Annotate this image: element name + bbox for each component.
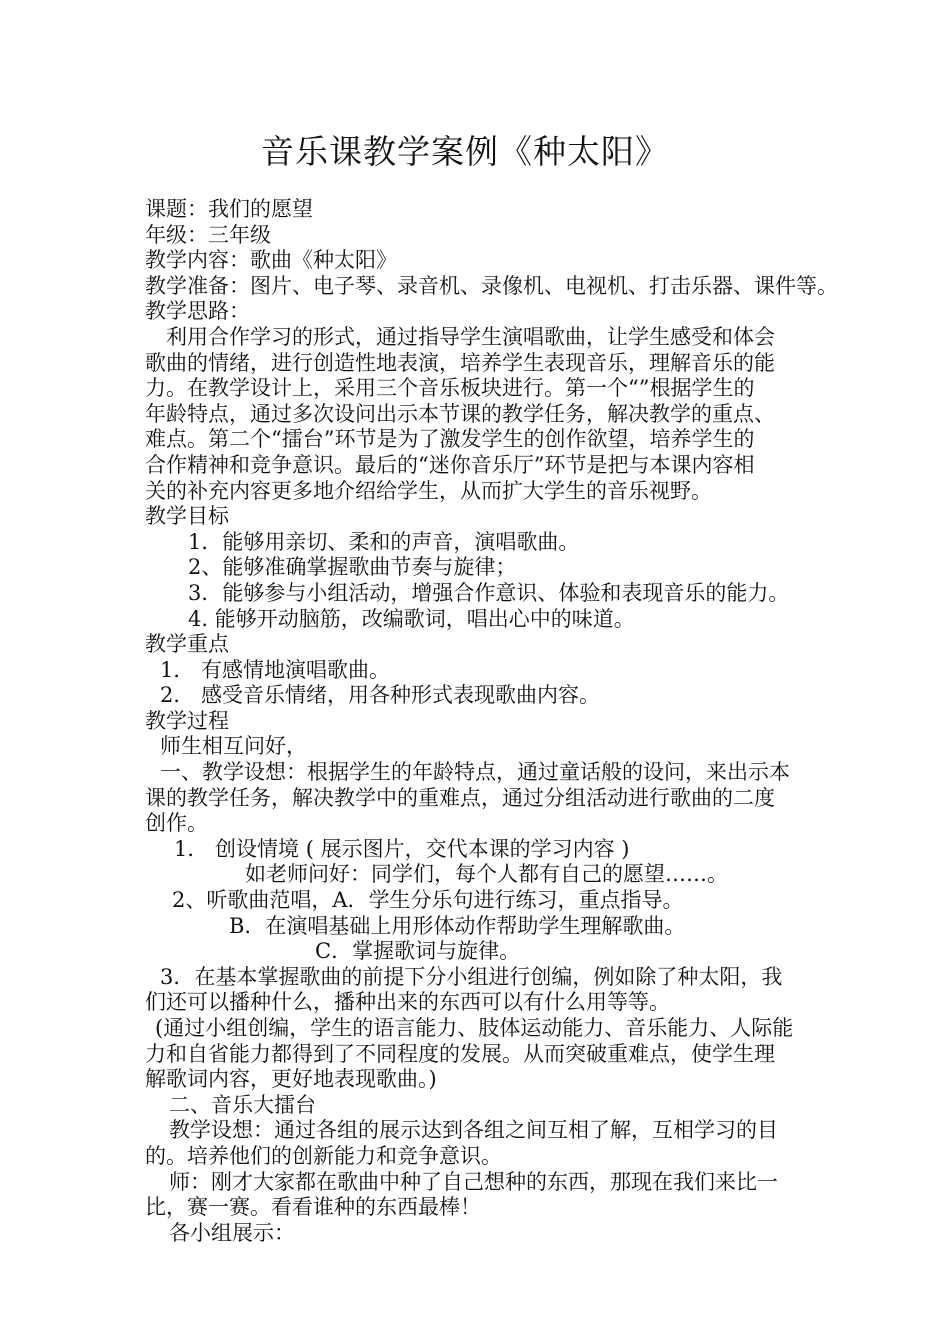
paragraph-line: 力。在教学设计上，采用三个音乐板块进行。第一个“”根据学生的 [145, 376, 755, 401]
step-item: 1． 创设情境 ( 展示图片，交代本课的学习内容 ) [174, 836, 630, 861]
paragraph-line: 解歌词内容，更好地表现歌曲。) [145, 1067, 437, 1092]
section-heading-key-points: 教学重点 [145, 632, 229, 657]
paragraph-line: 课的教学任务，解决教学中的重难点，通过分组活动进行歌曲的二度 [145, 785, 775, 810]
paragraph-line: 合作精神和竞争意识。最后的“迷你音乐厅”环节是把与本课内容相 [145, 452, 755, 477]
step-item: 2、听歌曲范唱，A．学生分乐句进行练习，重点指导。 [172, 888, 684, 913]
text-line-topic: 课题：我们的愿望 [145, 197, 313, 221]
paragraph-line: 创作。 [145, 811, 208, 836]
step-detail: 如老师问好：同学们，每个人都有自己的愿望……。 [245, 862, 728, 887]
objective-item: 1．能够用亲切、柔和的声音，演唱歌曲。 [188, 529, 580, 554]
paragraph-line: 年龄特点，通过多次设问出示本节课的教学任务，解决教学的重点、 [145, 401, 775, 426]
objective-item: 4. 能够开动脑筋，改编歌词，唱出心中的味道。 [188, 606, 635, 631]
paragraph-line: 师：刚才大家都在歌曲中种了自己想种的东西，那现在我们来比一 [169, 1169, 778, 1194]
text-line-grade: 年级：三年级 [145, 222, 271, 247]
step-detail: C．掌握歌词与旋律。 [315, 939, 521, 964]
key-point-item: 2． 感受音乐情绪，用各种形式表现歌曲内容。 [160, 683, 601, 708]
paragraph-line: (通过小组创编，学生的语言能力、肢体运动能力、音乐能力、人际能 [155, 1016, 794, 1040]
objective-item: 2、能够准确掌握歌曲节奏与旋律； [188, 555, 517, 580]
document-title: 音乐课教学案例《种太阳》 [261, 132, 669, 171]
paragraph-line: 教学设想：通过各组的展示达到各组之间互相了解，互相学习的目 [169, 1118, 778, 1143]
text-line-content: 教学内容：歌曲《种太阳》 [145, 248, 397, 273]
paragraph-line: 难点。第二个“擂台”环节是为了激发学生的创作欲望，培养学生的 [145, 427, 755, 452]
document-body [145, 197, 838, 1246]
paragraph-line: 一、教学设想：根据学生的年龄特点，通过童话般的设问，来出示本 [160, 760, 790, 785]
paragraph-line: 比，赛一赛。看看谁种的东西最棒！ [145, 1195, 481, 1220]
text-line-preparation: 教学准备：图片、电子琴、录音机、录像机、电视机、打击乐器、课件等。 [145, 273, 838, 298]
paragraph-line: 力和自省能力都得到了不同程度的发展。从而突破重难点，使学生理 [145, 1041, 775, 1066]
step-detail: B．在演唱基础上用形体动作帮助学生理解歌曲。 [229, 913, 686, 938]
section-heading-process: 教学过程 [145, 708, 229, 733]
section-heading-objectives: 教学目标 [145, 504, 229, 529]
section-heading-arena: 二、音乐大擂台 [169, 1092, 316, 1117]
paragraph-line: 歌曲的情绪，进行创造性地表演，培养学生表现音乐，理解音乐的能 [145, 350, 775, 375]
step-item: 3．在基本掌握歌曲的前提下分小组进行创编，例如除了种太阳，我 [160, 964, 783, 989]
paragraph-line: 们还可以播种什么，播种出来的东西可以有什么用等等。 [145, 990, 670, 1015]
paragraph-line: 的。培养他们的创新能力和竞争意识。 [145, 1143, 502, 1168]
paragraph-line: 利用合作学习的形式，通过指导学生演唱歌曲，让学生感受和体会 [166, 324, 775, 349]
paragraph-line: 师生相互问好， [160, 734, 307, 759]
paragraph-line: 关的补充内容更多地介绍给学生，从而扩大学生的音乐视野。 [145, 478, 712, 503]
key-point-item: 1． 有感情地演唱歌曲。 [160, 657, 391, 682]
paragraph-line: 各小组展示： [169, 1220, 295, 1245]
objective-item: 3．能够参与小组活动，增强合作意识、体验和表现音乐的能力。 [188, 580, 790, 605]
section-heading-teaching-idea: 教学思路： [145, 299, 250, 324]
